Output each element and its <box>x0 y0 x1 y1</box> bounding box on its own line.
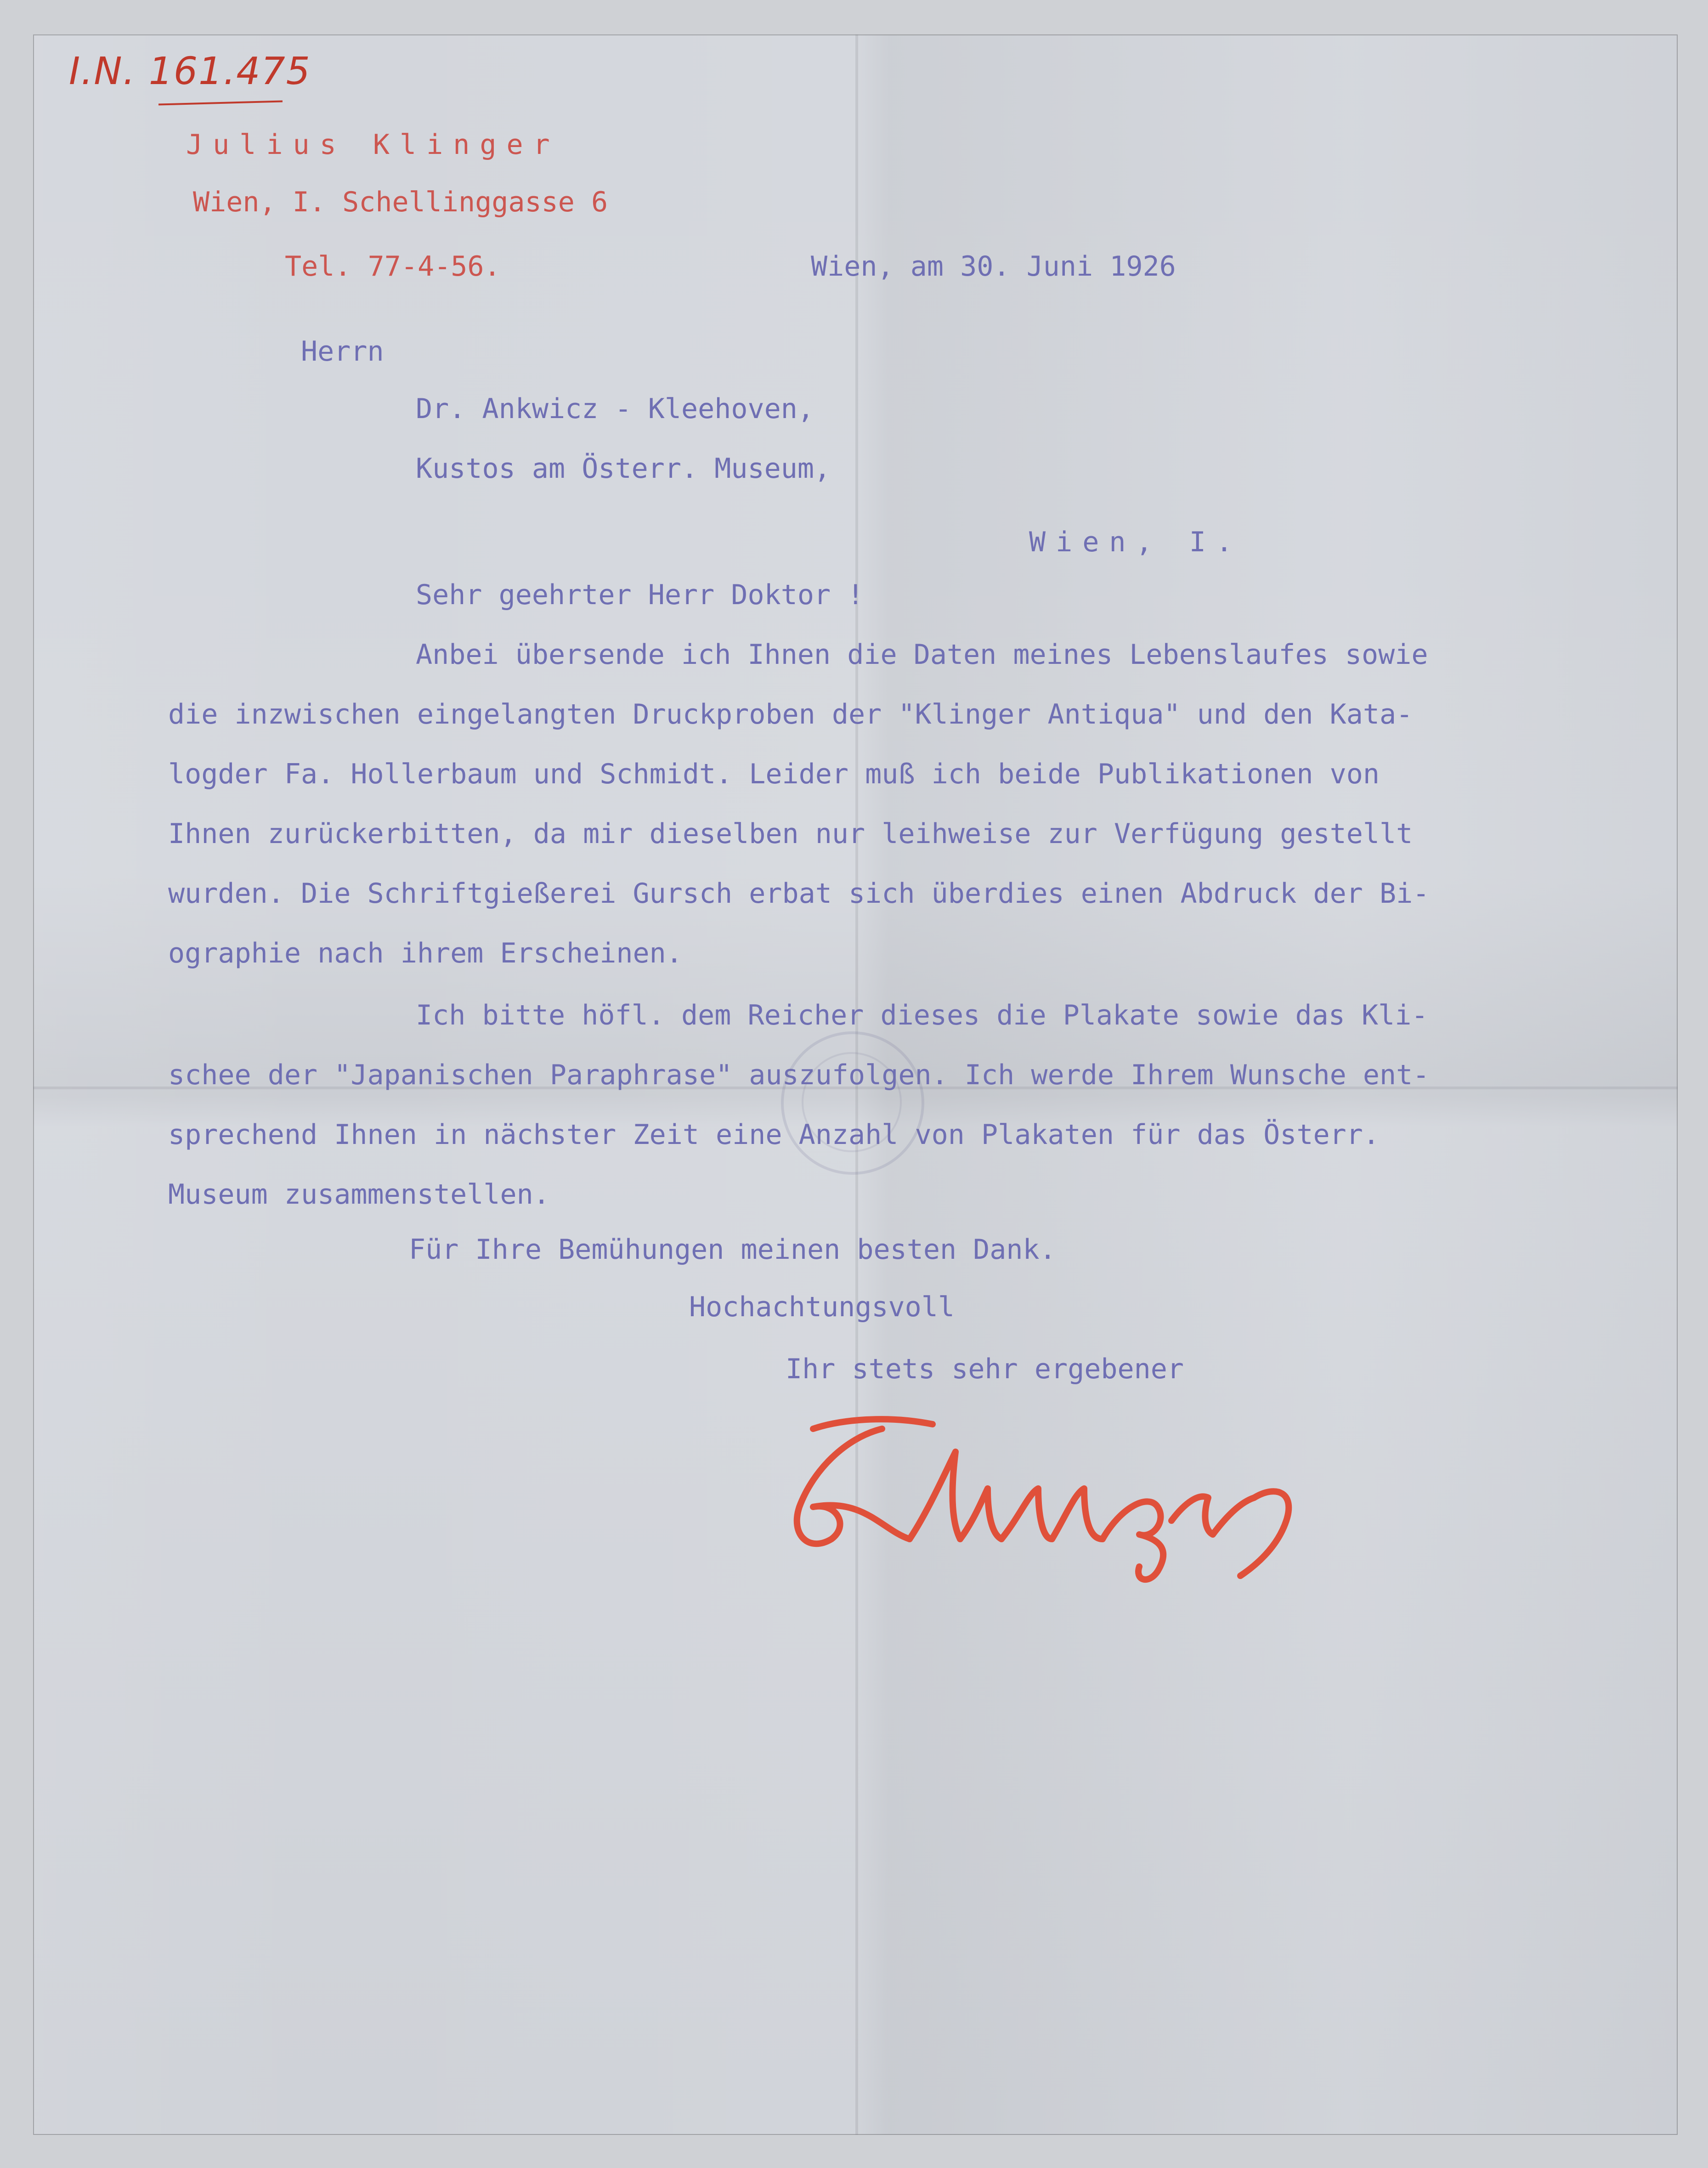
recipient-title: Kustos am Österr. Museum, <box>416 453 831 485</box>
body-line: ographie nach ihrem Erscheinen. <box>168 937 683 969</box>
letter-date: Wien, am 30. Juni 1926 <box>811 250 1176 283</box>
body-line: schee der "Japanischen Paraphrase" auszufolgen. Ich werde Ihrem Wunsche ent- <box>168 1059 1430 1091</box>
signature <box>744 1401 1341 1594</box>
recipient-name: Dr. Ankwicz - Kleehoven, <box>416 393 814 425</box>
body-line: die inzwischen eingelangten Druckproben der "Klinger Antiqua" und den Kata- <box>168 698 1413 730</box>
letterhead-address: Wien, I. Schellinggasse 6 <box>193 186 608 218</box>
letterhead-name: Julius Klinger <box>186 129 560 161</box>
closing: Hochachtungsvoll <box>689 1291 955 1323</box>
body-line: wurden. Die Schriftgießerei Gursch erbat sich überdies einen Abdruck der Bi- <box>168 877 1430 910</box>
body-line: logder Fa. Hollerbaum und Schmidt. Leider muß ich beide Publikationen von <box>168 758 1380 790</box>
body-line: Ihnen zurückerbitten, da mir dieselben nur leihweise zur Verfügung gestellt <box>168 818 1413 850</box>
closing-2: Ihr stets sehr ergebener <box>786 1353 1184 1385</box>
recipient-city: Wien, I. <box>1029 526 1243 558</box>
letterhead-phone: Tel. 77-4-56. <box>285 250 501 283</box>
body-line: Anbei übersende ich Ihnen die Daten meines Lebenslaufes sowie <box>416 639 1428 671</box>
body-line: Museum zusammenstellen. <box>168 1178 550 1211</box>
recipient-salutation: Herrn <box>301 335 384 368</box>
greeting: Sehr geehrter Herr Doktor ! <box>416 579 864 611</box>
thanks-line: Für Ihre Bemühungen meinen besten Dank. <box>409 1234 1056 1266</box>
body-line: Ich bitte höfl. dem Reicher dieses die Plakate sowie das Kli- <box>416 999 1428 1031</box>
museum-stamp-inner <box>802 1052 902 1152</box>
inventory-number: I.N. 161.475 <box>69 50 311 93</box>
body-line: sprechend Ihnen in nächster Zeit eine Anzahl von Plakaten für das Österr. <box>168 1119 1380 1151</box>
